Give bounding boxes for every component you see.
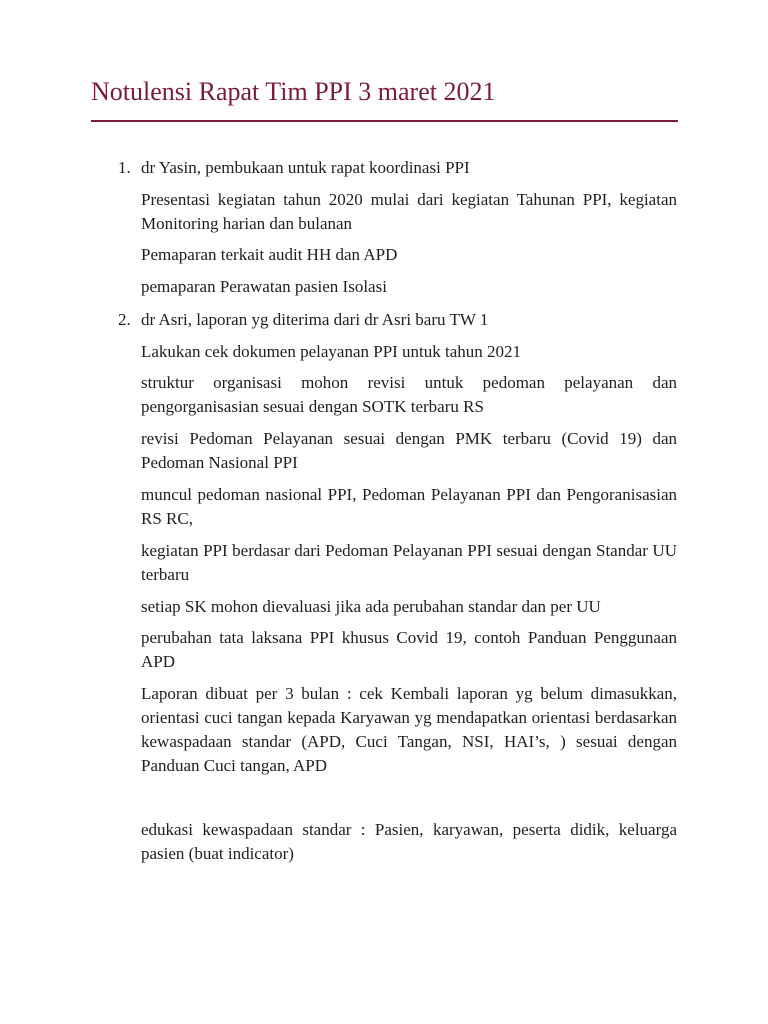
title-underline [91, 120, 678, 122]
list-item-paragraph: dr Yasin, pembukaan untuk rapat koordinasi PPI [141, 158, 470, 177]
list-item-paragraph: struktur organisasi mohon revisi untuk pedoman pelayanan dan pengorganisasian sesuai dengan SOTK terbaru RS [141, 373, 677, 416]
list-item-paragraph: Laporan dibuat per 3 bulan : cek Kembali laporan yg belum dimasukkan, orientasi cuci tangan kepada Karyawan yg mendapatkan orientasi berdasarkan kewaspadaan standar (APD, Cuci Tangan, NSI, HAI’s, ) sesuai dengan Panduan Cuci tangan, APD [141, 684, 677, 775]
list-item-paragraph: revisi Pedoman Pelayanan sesuai dengan PMK terbaru (Covid 19) dan Pedoman Nasional PPI [141, 429, 677, 472]
list-item-paragraph: Pemaparan terkait audit HH dan APD [141, 245, 398, 264]
list-item-paragraph: Lakukan cek dokumen pelayanan PPI untuk tahun 2021 [141, 342, 522, 361]
list-number: 1. [118, 158, 131, 177]
list-number: 2. [118, 310, 131, 329]
list-item-paragraph: pemaparan Perawatan pasien Isolasi [141, 277, 387, 296]
document-title: Notulensi Rapat Tim PPI 3 maret 2021 [91, 77, 496, 106]
list-item-paragraph: perubahan tata laksana PPI khusus Covid 19, contoh Panduan Penggunaan APD [141, 628, 677, 671]
list-item-paragraph: muncul pedoman nasional PPI, Pedoman Pelayanan PPI dan Pengoranisasian RS RC, [141, 485, 677, 528]
list-item-paragraph: kegiatan PPI berdasar dari Pedoman Pelayanan PPI sesuai dengan Standar UU terbaru [141, 541, 677, 584]
list-item-paragraph: setiap SK mohon dievaluasi jika ada perubahan standar dan per UU [141, 597, 601, 616]
list-item-paragraph: dr Asri, laporan yg diterima dari dr Asri baru TW 1 [141, 310, 489, 329]
list-item-paragraph: Presentasi kegiatan tahun 2020 mulai dari kegiatan Tahunan PPI, kegiatan Monitoring harian dan bulanan [141, 190, 677, 233]
list-item-paragraph: edukasi kewaspadaan standar : Pasien, karyawan, peserta didik, keluarga pasien (buat indicator) [141, 820, 677, 863]
